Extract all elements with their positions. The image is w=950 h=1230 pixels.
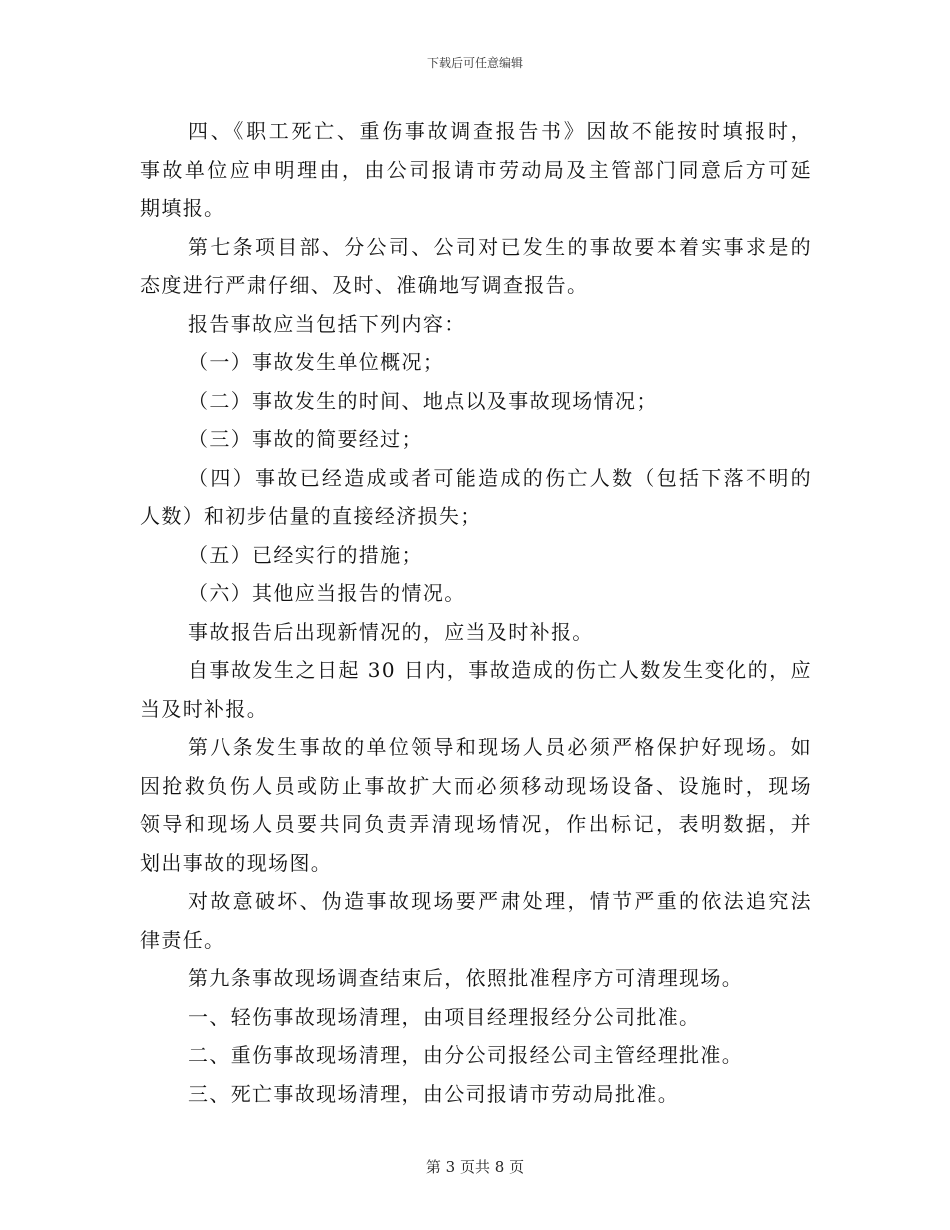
text-line: 自事故发生之日起 30 日内，事故造成的伤亡人数发生变化的，应: [188, 658, 812, 682]
text-line: 四、《职工死亡、重伤事故调查报告书》因故不能按时填报时，: [188, 119, 812, 143]
text-line: 报告事故应当包括下列内容：: [188, 311, 466, 336]
document-body: [140, 112, 812, 1113]
text-line: 事故报告后出现新情况的，应当及时补报。: [188, 619, 594, 644]
text-line: 事故单位应申明理由，由公司报请市劳动局及主管部门同意后方可延: [140, 157, 812, 182]
text-line: 二、重伤事故现场清理，由分公司报经公司主管经理批准。: [188, 1043, 744, 1067]
text-line: 态度进行严肃仔细、及时、准确地写调查报告。: [140, 273, 589, 297]
page-header-note: 下载后可任意编辑: [426, 56, 523, 70]
text-line: 当及时补报。: [140, 696, 269, 721]
text-line: 三、死亡事故现场清理，由公司报请市劳动局批准。: [188, 1081, 680, 1106]
text-line: 律责任。: [140, 927, 226, 952]
text-line: （六）其他应当报告的情况。: [188, 581, 466, 605]
text-line: 一、轻伤事故现场清理，由项目经理报经分公司批准。: [188, 1004, 701, 1029]
text-line: （三）事故的简要经过；: [188, 427, 423, 451]
text-line: （四）事故已经造成或者可能造成的伤亡人数（包括下落不明的: [188, 465, 812, 490]
text-line: 第八条发生事故的单位领导和现场人员必须严格保护好现场。如: [188, 735, 812, 759]
text-line: 人数）和初步估量的直接经济损失；: [140, 504, 482, 528]
text-line: 领导和现场人员要共同负责弄清现场情况，作出标记，表明数据，并: [140, 812, 812, 836]
text-line: 第七条项目部、分公司、公司对已发生的事故要本着实事求是的: [188, 234, 812, 259]
text-line: 对故意破坏、伪造事故现场要严肃处理，情节严重的依法追究法: [188, 889, 812, 913]
text-line: （五）已经实行的措施；: [188, 542, 423, 567]
page-number: 第 3 页共 8 页: [425, 1158, 525, 1176]
text-line: 划出事故的现场图。: [140, 850, 333, 875]
text-line: （二）事故发生的时间、地点以及事故现场情况；: [188, 388, 658, 413]
text-line: 第九条事故现场调查结束后，依照批准程序方可清理现场。: [188, 966, 744, 990]
text-line: 期填报。: [140, 196, 226, 220]
text-line: 因抢救负伤人员或防止事故扩大而必须移动现场设备、设施时，现场: [140, 773, 812, 798]
text-line: （一）事故发生单位概况；: [188, 350, 445, 374]
